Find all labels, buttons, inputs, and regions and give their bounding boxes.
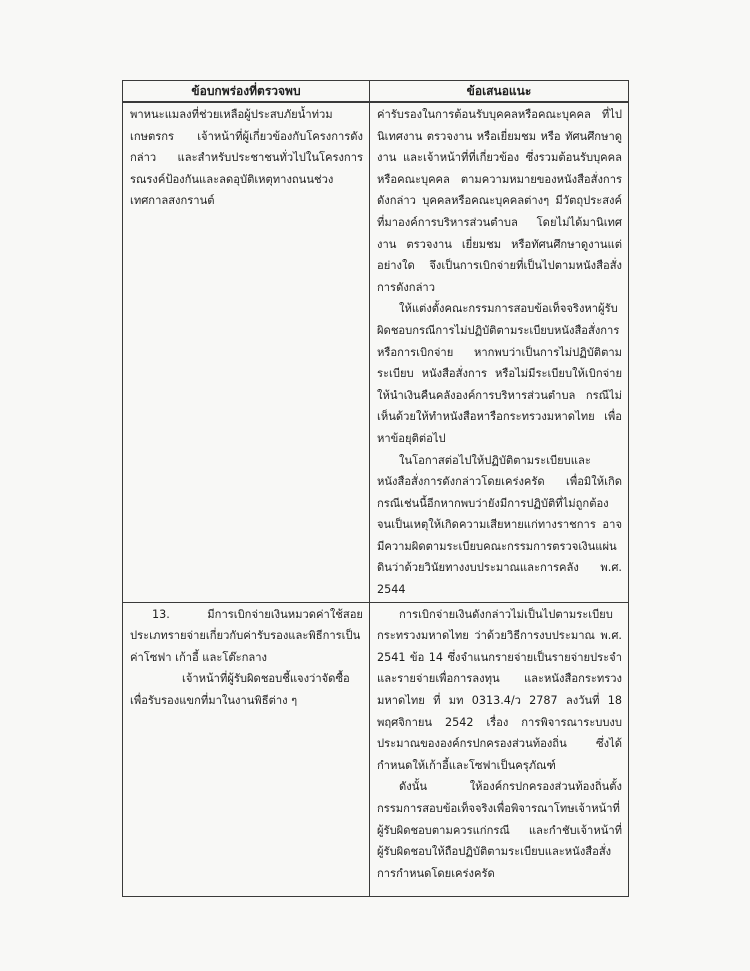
recommendation-paragraph: ให้แต่งตั้งคณะกรรมการสอบข้อเท็จจริงหาผู้รับผิดชอบกรณีการไม่ปฏิบัติตามระเบียบหนังสือสั่งการ หรือการเบิกจ่าย หากพบว่าเป็นการไม่ปฏิบัติตามระเบียบ หนังสือสั่งการ หรือไม่มีระเบียบให้เบิกจ่าย ให้นำเงินคืนคลังองค์การบริหารส่วนตำบล กรณีไม่เห็นด้วยให้ทำหนังสือหารือกระทรวงมหาดไทย เพื่อหาข้อยุติต่อไป <box>377 302 622 445</box>
finding-cell <box>123 102 370 602</box>
table-row <box>123 602 629 896</box>
recommendation-cell <box>370 602 629 896</box>
table-header-row <box>123 81 629 103</box>
recommendation-paragraph: การเบิกจ่ายเงินดังกล่าวไม่เป็นไปตามระเบียบกระทรวงมหาดไทย ว่าด้วยวิธีการงบประมาณ พ.ศ. 2541 ข้อ 14 ซึ่งจำแนกรายจ่ายเป็นรายจ่ายประจำและรายจ่ายเพื่อการลงทุน และหนังสือกระทรวงมหาดไทย ที่ มท 0313.4/ว 2787 ลงวันที่ 18 พฤศจิกายน 2542 เรื่อง การพิจารณาระบบงบประมาณขององค์กรปกครองส่วนท้องถิ่น ซึ่งได้กำหนดให้เก้าอี้และโซฟาเป็นครุภัณฑ์ <box>377 607 622 772</box>
recommendation-cell <box>370 102 629 602</box>
column-header-recommendations: ข้อเสนอแนะ <box>370 81 629 103</box>
finding-paragraph: พาหนะแมลงที่ช่วยเหลือผู้ประสบภัยน้ำท่วม เกษตรกร เจ้าหน้าที่ผู้เกี่ยวข้องกับโครงการดังกล่าว และสำหรับประชาชนทั่วไปในโครงการรณรงค์ป้องกันและลดอุบัติเหตุทางถนนช่วงเทศกาลสงกรานต์ <box>130 108 363 208</box>
finding-cell <box>123 602 370 896</box>
recommendation-paragraph: ค่ารับรองในการต้อนรับบุคคลหรือคณะบุคคล ที่ไปนิเทศงาน ตรวจงาน หรือเยี่ยมชม หรือ ทัศนศึกษาดูงาน และเจ้าหน้าที่ที่เกี่ยวข้อง ซึ่งรวมต้อนรับบุคคลหรือคณะบุคคล ตามความหมายของหนังสือสั่งการดังกล่าว บุคคลหรือคณะบุคคลต่างๆ มีวัตถุประสงค์ที่มาองค์การบริหารส่วนตำบล โดยไม่ได้มานิเทศงาน ตรวจงาน เยี่ยมชม หรือทัศนศึกษาดูงานแต่อย่างใด จึงเป็นการเบิกจ่ายที่เป็นไปตามหนังสือสั่งการดังกล่าว <box>377 108 622 294</box>
finding-paragraph: เจ้าหน้าที่ผู้รับผิดชอบชี้แจงว่าจัดซื้อเพื่อรับรองแขกที่มาในงานพิธีต่าง ๆ <box>130 672 350 708</box>
findings-table <box>122 80 629 897</box>
recommendation-paragraph: ในโอกาสต่อไปให้ปฏิบัติตามระเบียบและหนังสือสั่งการดังกล่าวโดยเคร่งครัด เพื่อมิให้เกิดกรณีเช่นนี้อีกหากพบว่ายังมีการปฏิบัติที่ไม่ถูกต้องจนเป็นเหตุให้เกิดความเสียหายแก่ทางราชการ อาจมีความผิดตามระเบียบคณะกรรมการตรวจเงินแผ่นดินว่าด้วยวินัยทางงบประมาณและการคลัง พ.ศ. 2544 <box>377 453 622 597</box>
column-header-findings: ข้อบกพร่องที่ตรวจพบ <box>123 81 370 103</box>
finding-paragraph: 13. มีการเบิกจ่ายเงินหมวดค่าใช้สอยประเภทรายจ่ายเกี่ยวกับค่ารับรองและพิธีการเป็นค่าโซฟา เก้าอี้ และโต๊ะกลาง <box>130 607 363 664</box>
recommendation-paragraph: ดังนั้น ให้องค์กรปกครองส่วนท้องถิ่นตั้งกรรมการสอบข้อเท็จจริงเพื่อพิจารณาโทษเจ้าหน้าที่ผู้รับผิดชอบตามควรแก่กรณี และกำชับเจ้าหน้าที่ผู้รับผิดชอบให้ถือปฏิบัติตามระเบียบและหนังสือสั่งการกำหนดโดยเคร่งครัด <box>377 780 622 880</box>
table-row <box>123 102 629 602</box>
